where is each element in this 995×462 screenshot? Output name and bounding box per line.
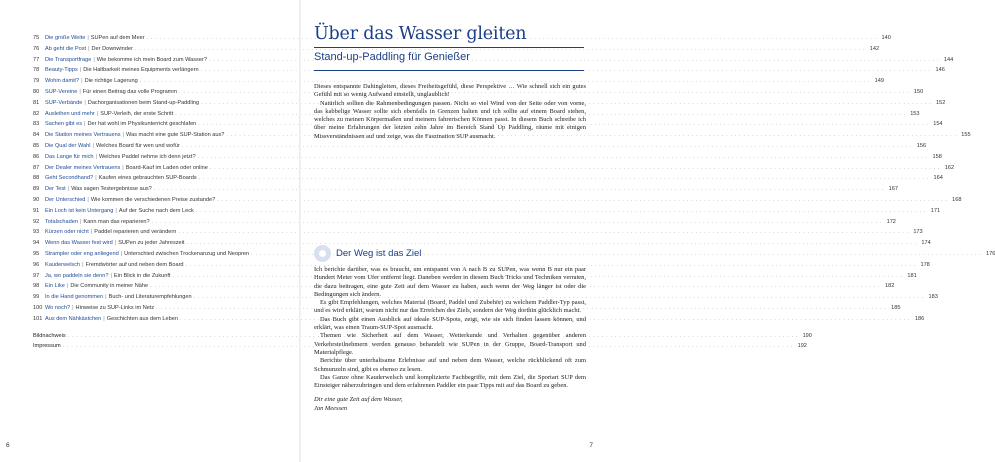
- toc-entry-number: 88: [33, 175, 40, 182]
- toc-appendix-entry[interactable]: [33, 331, 812, 342]
- toc-entry[interactable]: [33, 44, 880, 55]
- toc-separator: |: [92, 142, 94, 149]
- author-name: Jan Meessen: [314, 404, 348, 412]
- toc-entry-page: 186: [914, 315, 925, 322]
- toc-entry-subtitle: Die Community in meiner Nähe: [70, 283, 149, 290]
- toc-appendix-title: Bildnachweis: [33, 332, 66, 339]
- toc-entry-title: In die Hand genommen: [45, 294, 104, 301]
- toc-entry-subtitle: Wie bekomme ich mein Board zum Wasser?: [96, 56, 207, 63]
- toc-entry-number: 98: [33, 283, 40, 290]
- toc-entry-subtitle: SUPen zu jeder Jahreszeit: [118, 240, 185, 247]
- toc-separator: |: [87, 35, 89, 41]
- toc-entry-subtitle: Welches Board für wen und wofür: [95, 142, 180, 149]
- toc-separator: |: [96, 110, 99, 117]
- toc-entry-title: Ja, wo paddeln sie denn?: [45, 272, 109, 279]
- section-title: Der Weg ist das Ziel: [336, 247, 422, 259]
- toc-entry-subtitle: Kann man das reparieren?: [83, 218, 150, 225]
- toc-entry-subtitle: Hinweise zu SUP-Links im Netz: [75, 304, 155, 311]
- toc-entry-title: Sachen gibt es: [45, 121, 83, 128]
- toc-separator: |: [95, 153, 97, 160]
- toc-separator: |: [79, 218, 82, 225]
- toc-separator: |: [103, 315, 105, 322]
- toc-entry-number: 95: [33, 250, 40, 257]
- toc-entry-subtitle: Auf der Suche nach dem Leck: [118, 207, 194, 214]
- toc-entry[interactable]: [33, 292, 938, 303]
- toc-entry-number: 84: [33, 132, 40, 139]
- toc-entry-number: 97: [33, 272, 40, 279]
- toc-entry-title: Die Transportfrage: [45, 56, 92, 63]
- toc-separator: |: [67, 186, 70, 193]
- intro-paragraph: Dieses entspannte Dahingleiten, dieses Freiheitsgefühl, diese Perspektive … Wie schnell sich ein gutes Gefühl mit so wenig Aufwand einstellt, unglaublich!: [314, 83, 586, 99]
- toc-entry-number: 75: [33, 35, 40, 41]
- toc-entry-number: 101: [33, 315, 43, 322]
- toc-entry-page: 140: [881, 35, 891, 41]
- toc-entry[interactable]: [33, 152, 942, 163]
- body-paragraph: Es gibt Empfehlungen, welches Material (Board, Paddel und Zubehör) zu welchem Paddler-Typ passt, und es wird erklärt, warum nicht nur das Erreichen des Ziels, sondern der Weg dorthin glücklich macht.: [314, 299, 586, 315]
- toc-entry[interactable]: [33, 281, 895, 292]
- toc-entry[interactable]: [33, 76, 884, 87]
- toc-entry[interactable]: [33, 130, 971, 141]
- toc-separator: |: [81, 78, 83, 85]
- toc-entry-number: 78: [33, 67, 40, 74]
- toc-separator: |: [105, 294, 107, 301]
- toc-entry-title: Das Lange für mich: [45, 153, 94, 160]
- toc-entry-subtitle: Fremdwörter auf und neben dem Board: [85, 261, 184, 268]
- toc-entry-title: Die große Weite: [45, 35, 86, 41]
- toc-separator: |: [110, 272, 112, 279]
- toc-entry-title: Wo noch?: [45, 304, 71, 311]
- toc-entry-page: 152: [936, 99, 946, 106]
- toc-entry[interactable]: [33, 217, 896, 228]
- toc-entry-subtitle: Dachorganisationen beim Stand-up-Paddling: [87, 99, 200, 106]
- toc-entry-subtitle: Die Haltbarkeit meines Equipments verlängern: [83, 67, 199, 74]
- toc-entry-page: 150: [913, 88, 924, 95]
- toc-appendix-page: 190: [802, 332, 812, 339]
- toc-entry[interactable]: [33, 206, 941, 217]
- toc-entry-title: Kürzen oder nicht: [45, 229, 89, 236]
- toc-entry-subtitle: Was macht eine gute SUP-Station aus?: [126, 132, 225, 139]
- toc-entry[interactable]: [33, 173, 943, 184]
- toc-separator: |: [120, 250, 123, 257]
- toc-separator: |: [122, 132, 125, 139]
- toc-entry-page: 181: [907, 272, 917, 279]
- toc-entry[interactable]: [33, 271, 917, 282]
- toc-entry-number: 79: [33, 78, 40, 85]
- toc-entry-number: 99: [33, 294, 40, 301]
- toc-entry[interactable]: [33, 109, 920, 120]
- toc-entry[interactable]: [33, 227, 923, 238]
- toc-entry-title: Ab geht die Post: [45, 45, 87, 52]
- toc-entry-title: Ausleihen und mehr: [45, 110, 95, 117]
- right-page: [300, 0, 600, 462]
- toc-separator: |: [93, 56, 95, 63]
- body-paragraph: Berichte über unterhaltsame Erlebnisse auf und neben dem Wasser, welche rückblickend oft zum Schmunzeln sind, gibt es ebenso zu lesen.: [314, 357, 586, 373]
- intro-text: [314, 83, 586, 141]
- toc-appendix-title: Impressum: [33, 343, 61, 350]
- toc-appendix-entry[interactable]: [33, 341, 807, 352]
- toc-separator: |: [115, 207, 117, 214]
- chapter-subtitle: Stand-up-Paddling für Genießer: [314, 51, 470, 63]
- toc-entry-subtitle: Für einen Beitrag das volle Programm: [82, 88, 178, 95]
- toc-entry-page: 178: [920, 261, 930, 268]
- title-rule-top: [314, 47, 584, 48]
- section-heading: [314, 244, 421, 262]
- toc-entry-subtitle: Der Downwinder: [91, 45, 133, 52]
- toc-entry-subtitle: Welches Paddel nehme ich denn jetzt?: [98, 153, 196, 160]
- toc-entry-number: 96: [33, 261, 40, 268]
- toc-entry-number: 89: [33, 186, 40, 193]
- toc-entry-title: Aus dem Nähkästchen: [45, 315, 102, 322]
- toc-separator: |: [79, 67, 82, 74]
- toc-separator: |: [82, 261, 84, 268]
- toc-entry-number: 86: [33, 153, 40, 160]
- toc-separator: |: [114, 240, 117, 247]
- toc-entry-title: Wenn das Wasser fest wird: [45, 240, 113, 247]
- toc-entry[interactable]: [33, 65, 945, 76]
- toc-entry-number: 83: [33, 121, 40, 128]
- toc-entry-number: 87: [33, 164, 40, 171]
- toc-entry-page: 146: [935, 67, 945, 74]
- page-number-right: 7: [589, 442, 593, 449]
- toc-entry[interactable]: [33, 119, 943, 130]
- toc-entry-subtitle: Was sagen Testergebnisse aus?: [71, 186, 152, 193]
- main-text: [314, 266, 586, 413]
- toc-entry-title: SUP-Vereine: [45, 88, 78, 95]
- body-paragraph: Das Buch gibt einen Ausblick auf ideale SUP-Spots, zeigt, wie sie sich finden lassen können, und erklärt, was einen Traum-SUP-Spot ausmacht.: [314, 315, 586, 332]
- toc-entry-page: 171: [930, 207, 941, 214]
- toc-entry-title: Geht Secondhand?: [45, 175, 94, 182]
- toc-entry-page: 149: [874, 78, 884, 85]
- toc-entry-title: Der Test: [45, 186, 66, 193]
- toc-entry-title: Der Unterschied: [45, 196, 86, 203]
- toc-entry-subtitle: Wie kommen die verschiedenen Preise zustande?: [90, 196, 216, 203]
- toc-separator: |: [90, 229, 93, 236]
- toc-entry[interactable]: [33, 260, 930, 271]
- toc-entry-number: 85: [33, 142, 40, 149]
- toc-entry-title: SUP-Verbände: [45, 99, 83, 106]
- toc-entry-subtitle: Unterschied zwischen Trockenanzug und Neopren: [124, 250, 250, 257]
- toc-entry-number: 77: [33, 56, 40, 63]
- toc-separator: |: [87, 196, 89, 203]
- toc-entry-subtitle: Der hat wohl im Physikunterricht geschlafen: [87, 121, 197, 128]
- toc-entry-subtitle: Board-Kauf im Laden oder online: [125, 164, 208, 171]
- toc-entry-page: 155: [961, 132, 971, 139]
- toc-entry[interactable]: [33, 195, 962, 206]
- toc-separator: |: [84, 121, 86, 128]
- body-paragraph: Das Ganze ohne Kauderwelsch und komplizierte Fachbegriffe, mit dem Ziel, die Sportart SUP dem Einsteiger näherzubringen und dem erfahrenen Paddler ein paar Tipps mit auf das Board zu geben.: [314, 373, 586, 390]
- toc-entry[interactable]: [33, 163, 955, 174]
- toc-entry-number: 94: [33, 240, 40, 247]
- page-number-left: 6: [6, 442, 10, 449]
- body-paragraph: Ich berichte darüber, was es braucht, um entspannt von A nach B zu SUPen, was wenn B nur ein paar Hundert Meter vom Ufer entfernt liegt. Daneben werden in diesem Buch Tricks und Techniken verraten, die dazu beitragen, eine gute Zeit auf dem Wasser zu haben, auch wenn der Weg länger ist oder die Bedingungen sich ändern.: [314, 266, 586, 298]
- toc-entry-page: 176: [986, 250, 995, 257]
- toc-entry-number: 90: [33, 196, 40, 203]
- toc-entry-title: Ein Like: [45, 283, 65, 290]
- toc-entry-page: 162: [944, 164, 955, 171]
- toc-separator: |: [88, 45, 90, 52]
- toc-entry-number: 76: [33, 45, 40, 52]
- toc-entry-number: 81: [33, 99, 40, 106]
- title-rule-bottom: [314, 70, 584, 71]
- chapter-title: Über das Wasser gleiten: [314, 24, 527, 44]
- toc-entry-number: 80: [33, 88, 40, 95]
- toc-entry[interactable]: [33, 98, 946, 109]
- toc-separator: |: [122, 164, 124, 171]
- toc-entry-page: 144: [943, 56, 954, 63]
- toc-entry[interactable]: [33, 141, 927, 152]
- toc-entry-page: 168: [952, 196, 962, 203]
- toc-separator: |: [84, 99, 86, 106]
- toc-entry-title: Wohin damit?: [45, 78, 80, 85]
- toc-entry-number: 93: [33, 229, 40, 236]
- toc-entry-title: Totalschaden: [45, 218, 78, 225]
- toc-entry-title: Die Qual der Wahl: [45, 142, 91, 149]
- toc-entry-page: 182: [885, 283, 895, 290]
- toc-entry-number: 91: [33, 207, 40, 214]
- toc-separator: |: [79, 88, 81, 95]
- toc-separator: |: [66, 283, 69, 290]
- toc-entry-number: 100: [33, 304, 43, 311]
- toc-entry-subtitle: SUPen auf dem Meer: [90, 35, 145, 41]
- circle-bullet-icon: [314, 245, 331, 262]
- toc-entry-subtitle: Ein Blick in die Zukunft: [113, 272, 171, 279]
- toc-entry-page: 172: [886, 218, 896, 225]
- toc-entry-page: 158: [932, 153, 942, 160]
- toc-entry-title: Ein Loch ist kein Untergang: [45, 207, 114, 214]
- toc-entry[interactable]: [33, 238, 931, 249]
- toc-entry-subtitle: Buch- und Literaturempfehlungen: [108, 294, 192, 301]
- body-paragraph: Themen wie Sicherheit auf dem Wasser, Wetterkunde und Verhalten gegenüber anderen Verkehrsteilnehmern werden genauso behandelt wie SUPen in der Gruppe, Board-Transport und Materialpflege.: [314, 332, 586, 356]
- toc-entry[interactable]: [33, 184, 898, 195]
- toc-entry-number: 92: [33, 218, 40, 225]
- toc-entry-subtitle: SUP-Verleih, der erste Schritt: [100, 110, 174, 117]
- toc-entry-page: 185: [891, 304, 901, 311]
- toc-entry-page: 142: [869, 45, 880, 52]
- toc-entry-subtitle: Geschichten aus dem Leben: [106, 315, 178, 322]
- toc-entry-title: Die Station meines Vertrauens: [45, 132, 121, 139]
- toc-entry-page: 156: [916, 142, 927, 149]
- toc-entry-page: 154: [933, 121, 943, 128]
- toc-entry-title: Strampler oder eng anliegend: [45, 250, 119, 257]
- toc-entry-page: 173: [913, 229, 923, 236]
- toc-entry-title: Beauty-Tipps: [45, 67, 78, 74]
- toc-entry-page: 153: [910, 110, 920, 117]
- toc-appendix-page: 192: [797, 343, 807, 350]
- closing-line: Dir eine gute Zeit auf dem Wasser,: [314, 396, 403, 404]
- toc-entry-page: 167: [888, 186, 898, 193]
- toc-entry-page: 183: [928, 294, 938, 301]
- toc-entry-title: Der Dealer meines Vertrauens: [45, 164, 121, 171]
- toc-entry-page: 174: [921, 240, 931, 247]
- toc-entry-title: Kauderwelsch: [45, 261, 81, 268]
- toc-entry-page: 164: [933, 175, 943, 182]
- toc-separator: |: [95, 175, 97, 182]
- intro-paragraph: Natürlich sollten die Rahmenbedingungen passen. Nicht so viel Wind von der Seite oder von vorne, das kabbelige Wasser sollte sich ebenfalls in Grenzen halten und ich sollte auf einem Board stehen, welches zu meinen Körpermaßen und meinem fahrerischen Können passt. In diesem Buch schreibe ich über meine Erfahrungen der letzten zehn Jahre im Bereich Stand Up Paddling, räume mit einigen Missverständnissen auf und zeige, was die Faszination SUP ausmacht.: [314, 99, 586, 140]
- toc-entry-number: 82: [33, 110, 40, 117]
- toc-entry-subtitle: Paddel reparieren und verändern: [94, 229, 177, 236]
- toc-entry-subtitle: Kaufen eines gebrauchten SUP-Boards: [98, 175, 197, 182]
- toc-entry-subtitle: Die richtige Lagerung: [84, 78, 138, 85]
- toc-separator: |: [72, 304, 74, 311]
